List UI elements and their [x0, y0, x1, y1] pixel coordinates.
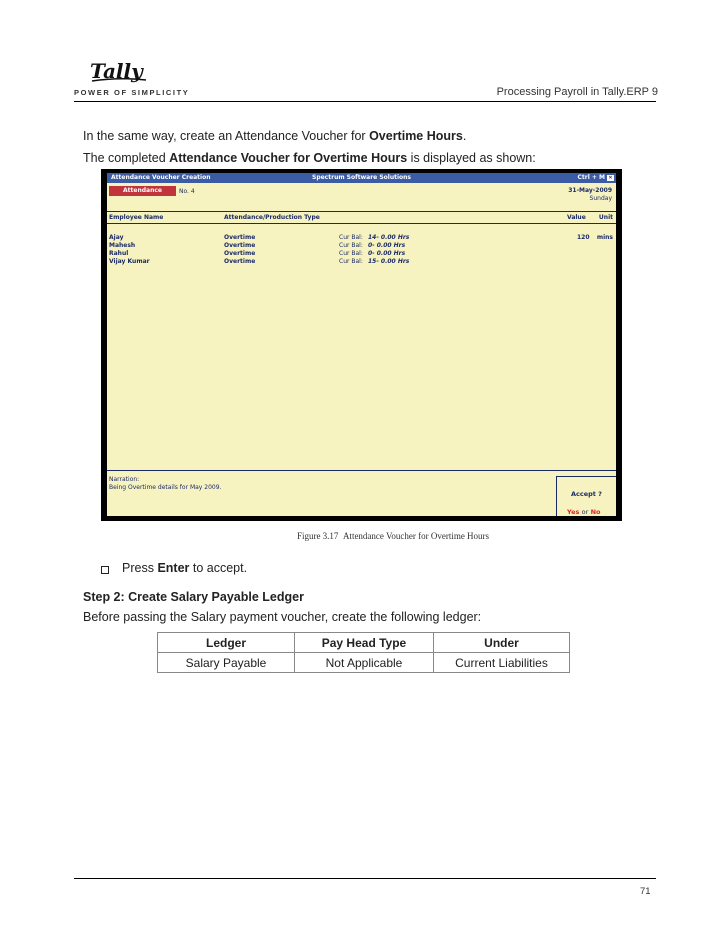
tagline: POWER OF SIMPLICITY: [74, 88, 190, 97]
company-name: Spectrum Software Solutions: [312, 174, 411, 181]
employee-name[interactable]: Ajay: [109, 234, 124, 241]
intro-line-2-prefix: The completed: [83, 151, 170, 165]
shortcut-label: Ctrl + M: [577, 174, 605, 181]
footer-divider: [74, 878, 656, 879]
cell-ledger: Salary Payable: [158, 653, 295, 673]
narration-top-line: [107, 470, 616, 471]
close-icon[interactable]: ✕: [608, 175, 613, 181]
cur-bal-label: Cur Bal:: [339, 258, 363, 265]
bullet-prefix: Press: [122, 561, 158, 575]
table-header-row: [158, 633, 570, 653]
intro-line-2-bold: Attendance Voucher for Overtime Hours: [169, 151, 408, 165]
cur-bal-value: 15- 0.00 Hrs: [368, 258, 410, 265]
step-description: Before passing the Salary payment voucher, create the following ledger:: [83, 610, 482, 624]
no-option[interactable]: No: [590, 508, 601, 516]
cell-pay-head-type: Not Applicable: [295, 653, 434, 673]
shortcut-hint: [578, 174, 614, 181]
header-pay-head-type: Pay Head Type: [295, 633, 434, 653]
employee-name[interactable]: Rahul: [109, 250, 129, 257]
square-bullet-icon: [101, 566, 109, 574]
header-divider: [74, 101, 656, 102]
tally-screenshot: [101, 169, 622, 521]
employee-name[interactable]: Mahesh: [109, 242, 136, 249]
intro-line-1-bold: Overtime Hours: [369, 129, 463, 143]
bullet-key: Enter: [157, 561, 190, 575]
header-ledger: Ledger: [158, 633, 295, 653]
intro-line-1-suffix: .: [462, 129, 467, 143]
cur-bal-label: Cur Bal:: [339, 250, 363, 257]
header-under: Under: [434, 633, 570, 653]
bullet-instruction: [122, 561, 247, 575]
cur-bal-value: 0- 0.00 Hrs: [368, 250, 406, 257]
ledger-table: [157, 632, 570, 673]
table-row: [158, 653, 570, 673]
col-employee-header: Employee Name: [109, 214, 164, 221]
narration-label: Narration:: [109, 476, 140, 483]
header-bottom-line: [107, 223, 616, 224]
header-top-line: [107, 211, 616, 212]
cur-bal-label: Cur Bal:: [339, 234, 363, 241]
col-unit-header: Unit: [598, 214, 613, 221]
row-value[interactable]: 120: [577, 234, 590, 241]
accept-prompt: Accept ?: [571, 490, 602, 498]
tally-logo: [88, 57, 148, 85]
intro-line-1-prefix: In the same way, create an Attendance Voucher for: [83, 129, 370, 143]
cur-bal-value: 0- 0.00 Hrs: [368, 242, 406, 249]
accept-options: [567, 508, 600, 516]
narration-text[interactable]: Being Overtime details for May 2009.: [109, 484, 222, 491]
intro-line-2-suffix: is displayed as shown:: [407, 151, 536, 165]
yes-option[interactable]: Yes: [567, 508, 580, 516]
page-number: 71: [640, 886, 651, 897]
bullet-suffix: to accept.: [189, 561, 248, 575]
attendance-type[interactable]: Overtime: [224, 258, 256, 265]
step-heading: Step 2: Create Salary Payable Ledger: [83, 590, 304, 604]
cur-bal-label: Cur Bal:: [339, 242, 363, 249]
chapter-title: Processing Payroll in Tally.ERP 9: [496, 86, 658, 98]
voucher-screen: [107, 173, 616, 516]
voucher-type-badge: Attendance: [109, 186, 176, 196]
figure-caption: [0, 531, 728, 541]
attendance-type[interactable]: Overtime: [224, 250, 256, 257]
intro-line-2: [83, 151, 536, 165]
cur-bal-value: 14- 0.00 Hrs: [368, 234, 410, 241]
title-bar: [107, 173, 616, 183]
figure-number: Figure 3.17: [296, 531, 339, 541]
intro-line-1: [83, 129, 466, 143]
col-type-header: Attendance/Production Type: [224, 214, 320, 221]
row-unit: mins: [596, 234, 613, 241]
or-label: or: [581, 508, 589, 516]
attendance-type[interactable]: Overtime: [224, 242, 256, 249]
screen-title: Attendance Voucher Creation: [111, 174, 211, 181]
accept-dialog: [556, 476, 616, 516]
cell-under: Current Liabilities: [434, 653, 570, 673]
attendance-type[interactable]: Overtime: [224, 234, 256, 241]
voucher-date[interactable]: 31-May-2009: [568, 187, 612, 194]
voucher-day: Sunday: [589, 195, 612, 202]
employee-name[interactable]: Vijay Kumar: [109, 258, 150, 265]
voucher-number: No. 4: [179, 188, 195, 195]
figure-text: Attendance Voucher for Overtime Hours: [342, 531, 490, 541]
svg-text:Tally: Tally: [90, 59, 143, 83]
col-value-header: Value: [567, 214, 586, 221]
